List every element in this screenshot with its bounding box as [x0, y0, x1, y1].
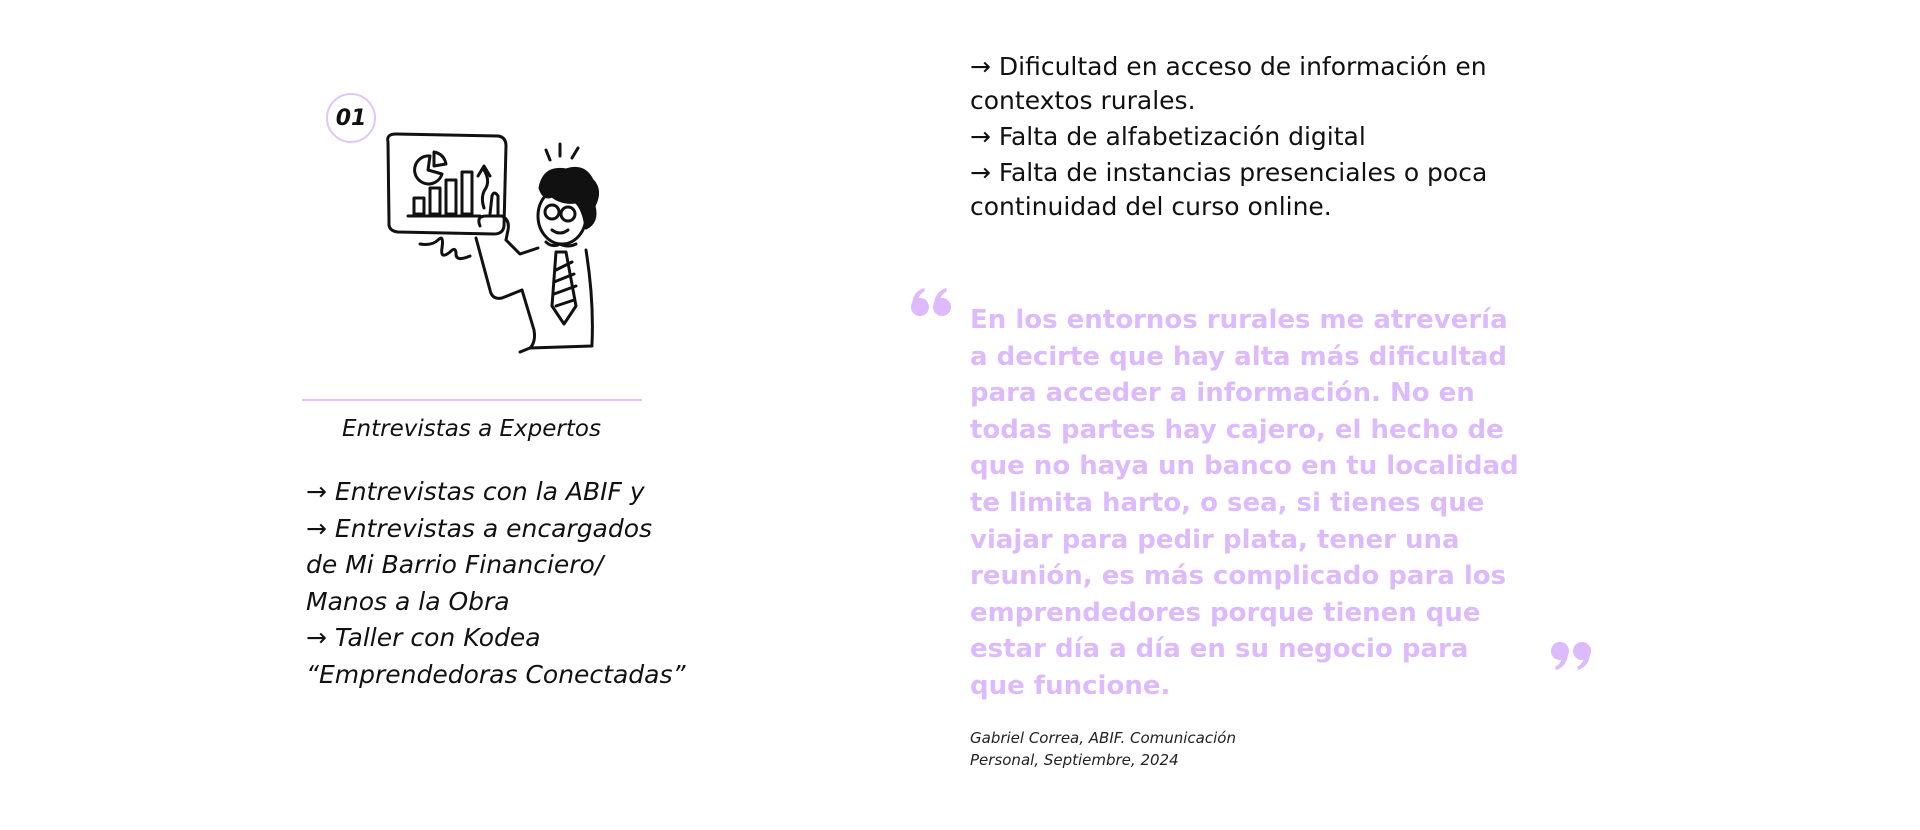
section-number-badge	[326, 93, 376, 143]
close-quote-icon	[1546, 638, 1594, 678]
citation-line: Personal, Septiembre, 2024	[970, 751, 1179, 769]
open-quote-icon	[908, 280, 956, 320]
findings-item: → Falta de instancias presenciales o poca continuidad del curso online.	[970, 158, 1488, 221]
section-title: Entrevistas a Expertos	[342, 416, 601, 442]
section-number: 01	[335, 105, 367, 131]
quote-citation	[970, 727, 1260, 771]
findings-item: → Falta de alfabetización digital	[970, 122, 1366, 151]
methods-list	[306, 474, 726, 693]
methods-list-line: Manos a la Obra	[306, 586, 510, 616]
expert-quote: En los entornos rurales me atrevería a decirte que hay alta más dificultad para acceder a información. No en todas partes hay cajero, el hecho de que no haya un banco en tu localidad te limita harto, o sea, si tienes que viajar para pedir plata, tener una reunión, es más complicado para los emprendedores porque tienen que estar día a día en su negocio para que funcione.	[970, 305, 1519, 701]
methods-list-line: → Entrevistas a encargados	[306, 513, 653, 543]
section-divider	[302, 399, 642, 401]
methods-list-line: → Taller con Kodea	[306, 623, 541, 652]
methods-list-line: de Mi Barrio Financiero/	[306, 550, 604, 579]
presenter-with-chart-illustration	[380, 130, 640, 365]
citation-line: Gabriel Correa, ABIF. Comunicación	[970, 729, 1236, 747]
methods-list-line: → Entrevistas con la ABIF y	[306, 477, 645, 506]
findings-item: → Dificultad en acceso de información en contextos rurales.	[970, 52, 1487, 115]
findings-list	[970, 50, 1510, 226]
methods-list-line: “Emprendedoras Conectadas”	[306, 659, 686, 689]
